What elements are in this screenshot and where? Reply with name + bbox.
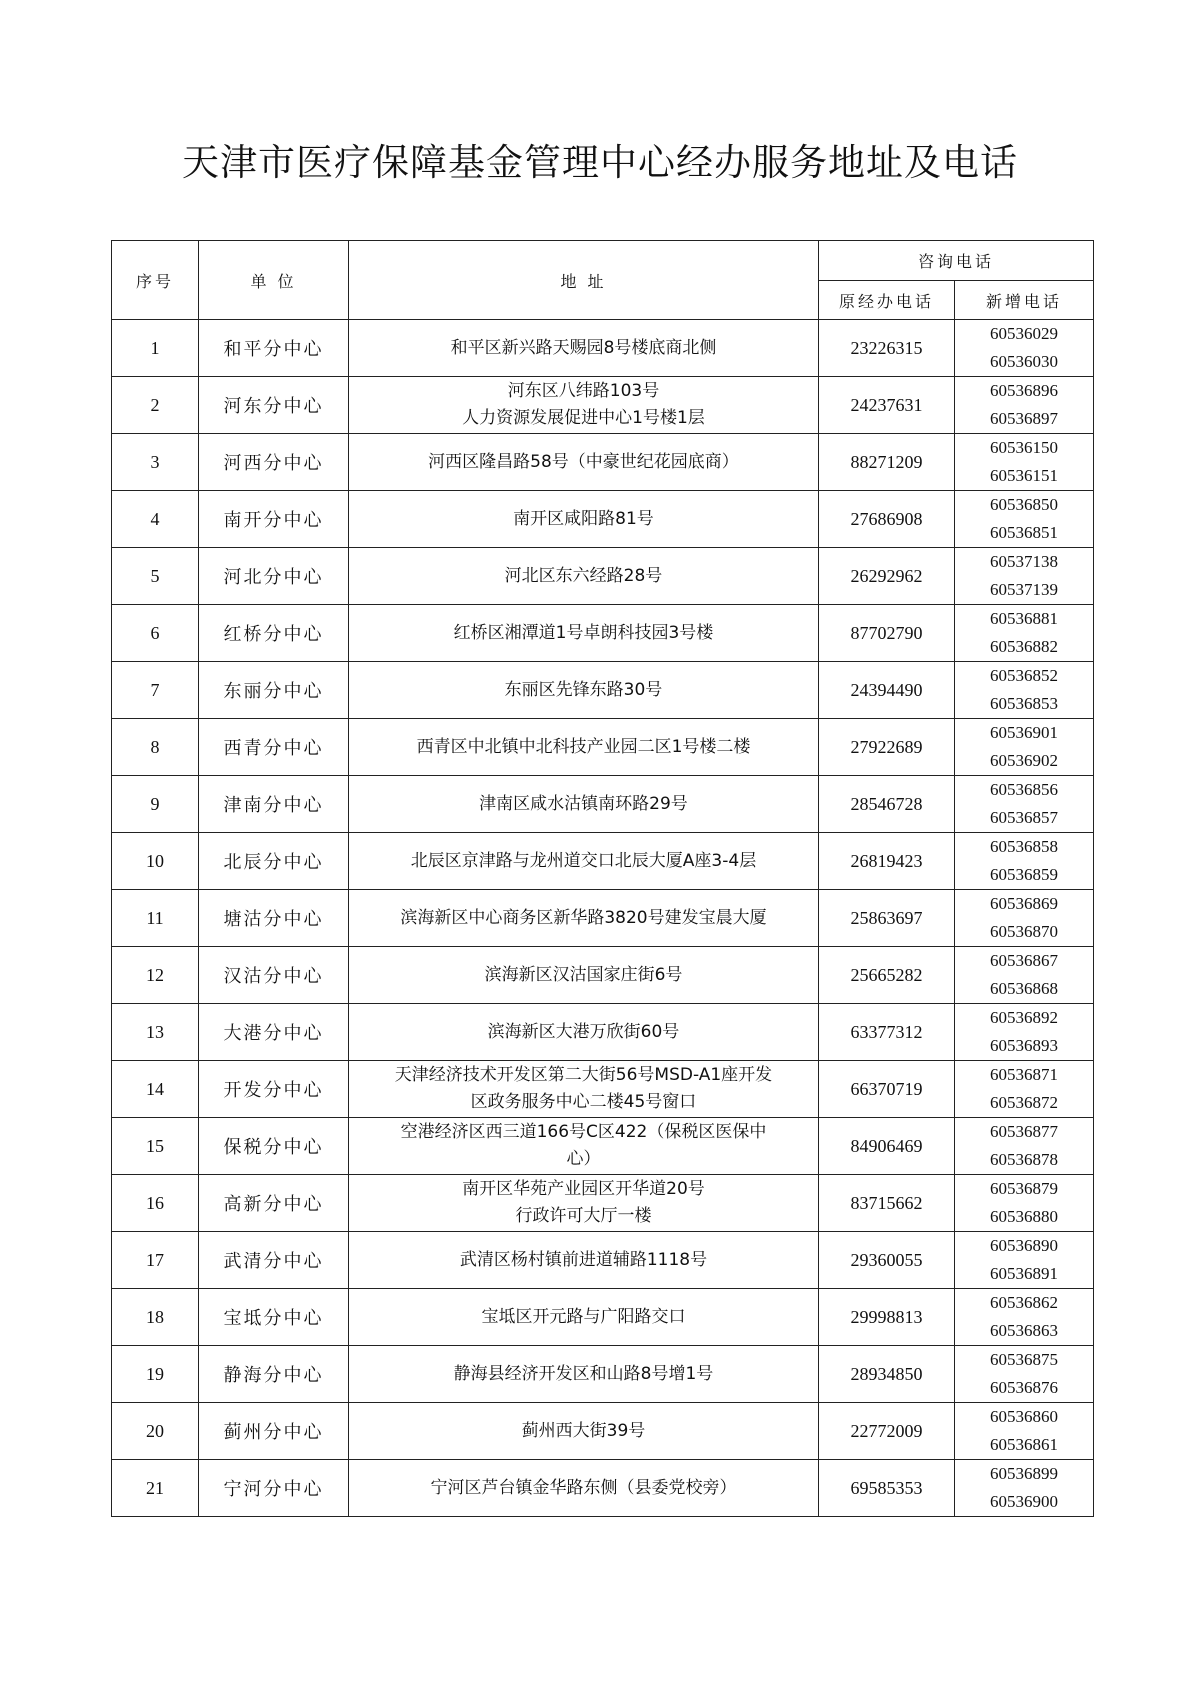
row-unit: 南开分中心 [199,491,349,548]
row-orig-phone: 84906469 [819,1118,955,1175]
row-address [349,1346,819,1403]
row-orig-phone: 87702790 [819,605,955,662]
row-seq: 12 [112,947,199,1004]
new-phone-number: 60536902 [990,751,1058,770]
new-phone-number: 60536856 [990,780,1058,799]
row-seq: 21 [112,1460,199,1517]
row-new-phones [955,491,1094,548]
address-line: 和平区新兴路天赐园8号楼底商北侧 [450,337,717,358]
row-seq: 5 [112,548,199,605]
row-new-phones [955,548,1094,605]
address-line: 滨海新区中心商务区新华路3820号建发宝晨大厦 [400,907,767,928]
new-phone-number: 60536897 [990,409,1058,428]
service-contacts-table [111,240,1094,1517]
row-new-phones [955,1004,1094,1061]
row-unit: 北辰分中心 [199,833,349,890]
row-orig-phone: 23226315 [819,320,955,377]
new-phone-number: 60536876 [990,1378,1058,1397]
row-orig-phone: 27686908 [819,491,955,548]
row-orig-phone: 63377312 [819,1004,955,1061]
header-address: 地 址 [349,241,819,320]
row-unit: 津南分中心 [199,776,349,833]
table-row [112,548,1094,605]
address-line: 津南区咸水沽镇南环路29号 [479,793,688,814]
row-unit: 河西分中心 [199,434,349,491]
table-row [112,1061,1094,1118]
page-title: 天津市医疗保障基金管理中心经办服务地址及电话 [182,141,1018,184]
address-line: 北辰区京津路与龙州道交口北辰大厦A座3-4层 [410,850,757,871]
row-orig-phone: 27922689 [819,719,955,776]
new-phone-number: 60536858 [990,837,1058,856]
row-seq: 3 [112,434,199,491]
address-line: 天津经济技术开发区第二大街56号MSD-A1座开发 [394,1065,773,1085]
table-row [112,662,1094,719]
address-line: 东丽区先锋东路30号 [504,679,663,700]
row-seq: 20 [112,1403,199,1460]
new-phone-number: 60536880 [990,1207,1058,1226]
table-row [112,605,1094,662]
header-new-phone: 新增电话 [955,281,1094,320]
row-new-phones [955,1175,1094,1232]
header-unit: 单 位 [199,241,349,320]
address-line: 滨海新区大港万欣街60号 [487,1021,680,1042]
row-address [349,833,819,890]
row-seq: 10 [112,833,199,890]
row-new-phones [955,662,1094,719]
table-row [112,1175,1094,1232]
row-orig-phone: 25665282 [819,947,955,1004]
row-address [349,719,819,776]
table-row [112,491,1094,548]
new-phone-number: 60536870 [990,922,1058,941]
row-address [349,776,819,833]
new-phone-number: 60537138 [990,552,1058,571]
row-orig-phone: 22772009 [819,1403,955,1460]
table-row [112,1118,1094,1175]
new-phone-number: 60536890 [990,1236,1058,1255]
row-new-phones [955,434,1094,491]
row-unit: 大港分中心 [199,1004,349,1061]
row-address [349,1175,819,1232]
table-body [112,320,1094,1517]
row-unit: 东丽分中心 [199,662,349,719]
row-orig-phone: 29998813 [819,1289,955,1346]
row-seq: 11 [112,890,199,947]
row-orig-phone: 24394490 [819,662,955,719]
new-phone-number: 60536862 [990,1293,1058,1312]
row-address [349,1118,819,1175]
new-phone-number: 60536853 [990,694,1058,713]
row-address [349,491,819,548]
row-new-phones [955,377,1094,434]
table-row [112,776,1094,833]
new-phone-number: 60536861 [990,1435,1058,1454]
new-phone-number: 60536871 [990,1065,1058,1084]
table-row [112,947,1094,1004]
address-line: 南开区华苑产业园区开华道20号 [462,1179,705,1199]
new-phone-number: 60536029 [990,324,1058,343]
row-orig-phone: 28546728 [819,776,955,833]
address-line: 红桥区湘潭道1号卓朗科技园3号楼 [453,622,714,643]
new-phone-number: 60536030 [990,352,1058,371]
row-new-phones [955,1346,1094,1403]
row-new-phones [955,833,1094,890]
new-phone-number: 60536882 [990,637,1058,656]
new-phone-number: 60536863 [990,1321,1058,1340]
row-seq: 14 [112,1061,199,1118]
row-address [349,1403,819,1460]
row-orig-phone: 69585353 [819,1460,955,1517]
address-line: 武清区杨村镇前进道辅路1118号 [459,1249,708,1270]
new-phone-number: 60536151 [990,466,1058,485]
new-phone-number: 60536896 [990,381,1058,400]
row-unit: 西青分中心 [199,719,349,776]
row-seq: 7 [112,662,199,719]
row-unit: 武清分中心 [199,1232,349,1289]
table-row [112,377,1094,434]
row-orig-phone: 24237631 [819,377,955,434]
row-seq: 16 [112,1175,199,1232]
row-new-phones [955,719,1094,776]
row-new-phones [955,776,1094,833]
row-address [349,377,819,434]
row-address [349,947,819,1004]
address-line: 人力资源发展促进中心1号楼1层 [462,408,705,428]
row-unit: 高新分中心 [199,1175,349,1232]
new-phone-number: 60536875 [990,1350,1058,1369]
row-orig-phone: 26292962 [819,548,955,605]
row-seq: 17 [112,1232,199,1289]
row-unit: 汉沽分中心 [199,947,349,1004]
row-seq: 19 [112,1346,199,1403]
row-orig-phone: 66370719 [819,1061,955,1118]
row-orig-phone: 28934850 [819,1346,955,1403]
address-line: 河西区隆昌路58号（中豪世纪花园底商） [428,451,739,472]
row-orig-phone: 88271209 [819,434,955,491]
new-phone-number: 60536892 [990,1008,1058,1027]
new-phone-number: 60536881 [990,609,1058,628]
row-unit: 静海分中心 [199,1346,349,1403]
row-unit: 开发分中心 [199,1061,349,1118]
new-phone-number: 60537139 [990,580,1058,599]
row-unit: 宝坻分中心 [199,1289,349,1346]
row-new-phones [955,1460,1094,1517]
row-address [349,605,819,662]
table-row [112,1460,1094,1517]
row-new-phones [955,1061,1094,1118]
address-line: 空港经济区西三道166号C区422（保税区医保中 [400,1122,767,1142]
table-row [112,833,1094,890]
row-new-phones [955,605,1094,662]
row-unit: 宁河分中心 [199,1460,349,1517]
new-phone-number: 60536869 [990,894,1058,913]
new-phone-number: 60536899 [990,1464,1058,1483]
row-address [349,548,819,605]
new-phone-number: 60536879 [990,1179,1058,1198]
row-new-phones [955,1403,1094,1460]
new-phone-number: 60536878 [990,1150,1058,1169]
row-new-phones [955,947,1094,1004]
row-unit: 河北分中心 [199,548,349,605]
row-orig-phone: 26819423 [819,833,955,890]
row-orig-phone: 25863697 [819,890,955,947]
new-phone-number: 60536860 [990,1407,1058,1426]
row-address [349,1232,819,1289]
table-row [112,890,1094,947]
row-unit: 河东分中心 [199,377,349,434]
row-address [349,890,819,947]
new-phone-number: 60536852 [990,666,1058,685]
address-line: 区政务服务中心二楼45号窗口 [470,1092,697,1112]
row-seq: 2 [112,377,199,434]
table-row [112,1289,1094,1346]
table-row [112,1346,1094,1403]
row-orig-phone: 29360055 [819,1232,955,1289]
new-phone-number: 60536893 [990,1036,1058,1055]
new-phone-number: 60536867 [990,951,1058,970]
new-phone-number: 60536868 [990,979,1058,998]
table-row [112,434,1094,491]
row-seq: 18 [112,1289,199,1346]
row-unit: 保税分中心 [199,1118,349,1175]
row-seq: 1 [112,320,199,377]
row-address [349,1289,819,1346]
row-seq: 6 [112,605,199,662]
row-seq: 4 [112,491,199,548]
new-phone-number: 60536900 [990,1492,1058,1511]
row-new-phones [955,1289,1094,1346]
new-phone-number: 60536872 [990,1093,1058,1112]
row-new-phones [955,890,1094,947]
row-address [349,662,819,719]
header-seq: 序号 [112,241,199,320]
new-phone-number: 60536857 [990,808,1058,827]
row-unit: 和平分中心 [199,320,349,377]
row-unit: 塘沽分中心 [199,890,349,947]
row-new-phones [955,1232,1094,1289]
new-phone-number: 60536877 [990,1122,1058,1141]
row-unit: 红桥分中心 [199,605,349,662]
address-line: 静海县经济开发区和山路8号增1号 [453,1363,714,1384]
row-seq: 8 [112,719,199,776]
row-seq: 9 [112,776,199,833]
address-line: 河北区东六经路28号 [504,565,663,586]
row-unit: 蓟州分中心 [199,1403,349,1460]
address-line: 西青区中北镇中北科技产业园二区1号楼二楼 [416,736,751,757]
row-address [349,1061,819,1118]
address-line: 滨海新区汉沽国家庄街6号 [484,964,683,985]
address-line: 宁河区芦台镇金华路东侧（县委党校旁） [430,1477,737,1498]
new-phone-number: 60536851 [990,523,1058,542]
address-line: 心） [566,1149,601,1169]
row-seq: 15 [112,1118,199,1175]
row-orig-phone: 83715662 [819,1175,955,1232]
row-address [349,434,819,491]
row-address [349,1460,819,1517]
table-row [112,719,1094,776]
row-seq: 13 [112,1004,199,1061]
row-new-phones [955,1118,1094,1175]
new-phone-number: 60536850 [990,495,1058,514]
table-row [112,1403,1094,1460]
new-phone-number: 60536901 [990,723,1058,742]
address-line: 行政许可大厅一楼 [515,1206,652,1226]
row-new-phones [955,320,1094,377]
address-line: 南开区咸阳路81号 [513,508,654,529]
new-phone-number: 60536859 [990,865,1058,884]
header-row-top [112,241,1094,281]
row-address [349,1004,819,1061]
header-phone-group: 咨询电话 [819,241,1094,281]
header-orig-phone: 原经办电话 [819,281,955,320]
new-phone-number: 60536150 [990,438,1058,457]
table-row [112,1004,1094,1061]
row-address [349,320,819,377]
address-line: 河东区八纬路103号 [507,381,660,401]
table-row [112,1232,1094,1289]
address-line: 蓟州西大街39号 [521,1420,646,1441]
table-row [112,320,1094,377]
new-phone-number: 60536891 [990,1264,1058,1283]
table-header [112,241,1094,320]
address-line: 宝坻区开元路与广阳路交口 [481,1306,686,1327]
